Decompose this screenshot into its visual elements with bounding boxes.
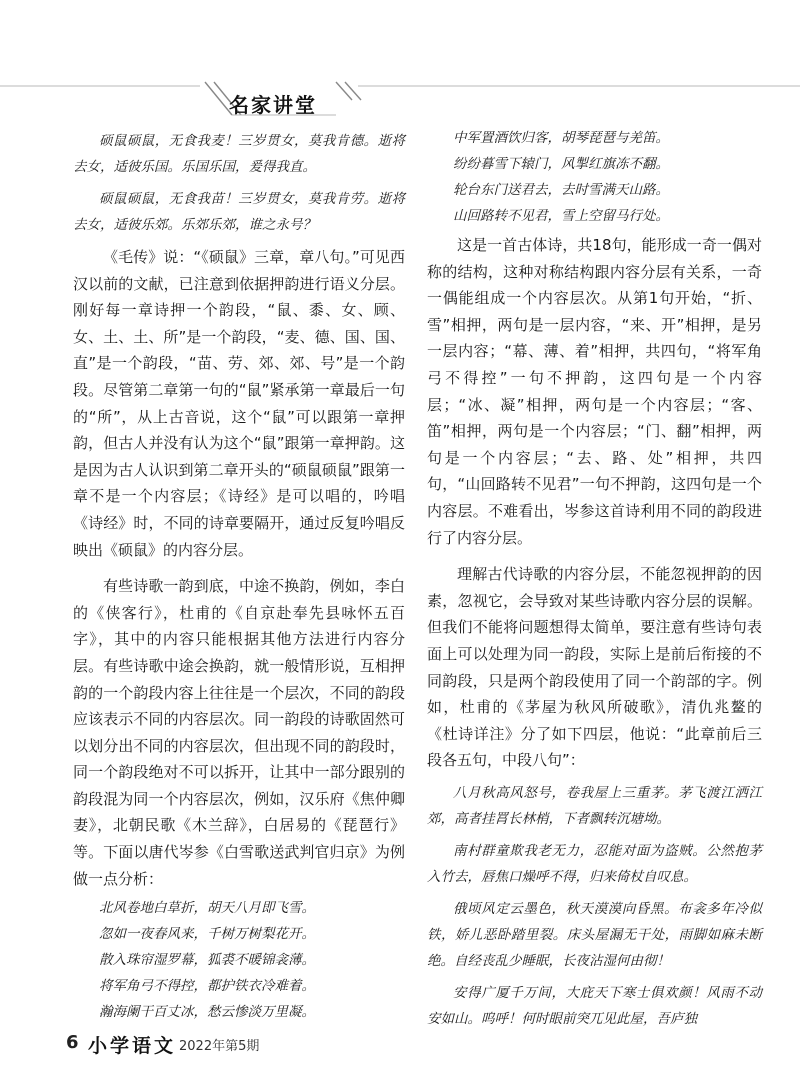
poem-line: 散入珠帘湿罗幕，狐裘不暖锦衾薄。 bbox=[99, 952, 315, 969]
section-title-frame bbox=[0, 0, 800, 130]
poem-stanza: 俄顷风定云墨色，秋天漠漠向昏黑。布衾多年冷似铁，娇儿恶卧踏里裂。床头屋漏无干处，雨脚如麻未断绝。自经丧乱少睡眠，长夜沾湿何由彻！ bbox=[427, 900, 762, 969]
magazine-name: 小学语文 bbox=[88, 1035, 177, 1057]
poem-line: 轮台东门送君去，去时雪满天山路。 bbox=[453, 182, 669, 198]
section-title: 名家讲堂 bbox=[229, 93, 317, 117]
poem-line: 忽如一夜春风来，千树万树梨花开。 bbox=[99, 926, 315, 943]
body-paragraph: 理解古代诗歌的内容分层，不能忽视押韵的因素，忽视它，会导致对某些诗歌内容分层的误解。但我们不能将问题想得太简单，要注意有些诗句表面上可以处理为同一韵段，实际上是前后衔接的不同韵段，只是两个韵段使用了同一个韵部的字。例如，杜甫的《茅屋为秋风所破歌》，清仇兆鳌的《杜诗详注》分了如下四层，他说：“此章前后三段各五句，中段八句”： bbox=[427, 565, 762, 770]
body-paragraph: 这是一首古体诗，共18句，能形成一奇一偶对称的结构，这种对称结构跟内容分层有关系，一奇一偶能组成一个内容层次。从第1句开始，“折、雪”相押，两句是一层内容，“来、开”相押，是另一层内容；“幕、薄、着”相押，共四句，“将军角弓不得控”一句不押韵，这四句是一个内容层；“冰、凝”相押，两句是一个内容层；“客、笛”相押，两句是一个内容层；“门、翻”相押，两句是一个内容层；“去、路、处”相押，共四句，“山回路转不见君”一句不押韵，这四句是一个内容层。不难看出，岑参这首诗利用不同的韵段进行了内容分层。 bbox=[427, 236, 762, 547]
poem-stanza: 八月秋高风怒号，卷我屋上三重茅。茅飞渡江洒江郊，高者挂罥长林梢，下者飘转沉塘坳。 bbox=[427, 784, 762, 827]
poem-line: 瀚海阑干百丈冰，愁云惨淡万里凝。 bbox=[99, 1004, 315, 1021]
issue-label: 2022年第5期 bbox=[179, 1039, 260, 1054]
body-paragraph: 有些诗歌一韵到底，中途不换韵，例如，李白的《侠客行》，杜甫的《自京赴奉先县咏怀五百字》，其中的内容只能根据其他方法进行内容分层。有些诗歌中途会换韵，就一般情形说，互相押韵的一个韵段内容上往往是一个层次，不同的韵段应该表示不同的内容层次。同一韵段的诗歌固然可以划分出不同的内容层次，但出现不同的韵段时，同一个韵段绝对不可以拆开，让其中一部分跟别的韵段混为同一个内容层次，例如，汉乐府《焦仲卿妻》，北朝民歌《木兰辞》，白居易的《琵琶行》等。下面以唐代岑参《白雪歌送武判官归京》为例做一点分析： bbox=[73, 577, 405, 888]
poem-line: 山回路转不见君，雪上空留马行处。 bbox=[453, 208, 669, 224]
page-header bbox=[0, 0, 800, 130]
right-column bbox=[427, 128, 762, 1038]
left-column bbox=[73, 128, 405, 1028]
poem-line: 中军置酒饮归客，胡琴琵琶与羌笛。 bbox=[453, 130, 669, 146]
poem-stanza: 硕鼠硕鼠，无食我苗！三岁贯女，莫我肯劳。逝将去女，适彼乐郊。乐郊乐郊，谁之永号？ bbox=[73, 191, 405, 233]
poem-line: 北风卷地白草折，胡天八月即飞雪。 bbox=[99, 900, 315, 917]
page-number: 6 bbox=[66, 1032, 79, 1053]
poem-line: 将军角弓不得控，都护铁衣冷难着。 bbox=[99, 978, 315, 995]
poem-stanza: 南村群童欺我老无力，忍能对面为盗贼。公然抱茅入竹去，唇焦口燥呼不得，归来倚杖自叹息。 bbox=[427, 842, 762, 885]
poem-stanza: 安得广厦千万间，大庇天下寒士俱欢颜！风雨不动安如山。呜呼！何时眼前突兀见此屋，吾庐独 bbox=[427, 984, 762, 1027]
body-paragraph: 《毛传》说：“《硕鼠》三章，章八句。”可见西汉以前的文献，已注意到依据押韵进行语义分层。刚好每一章诗押一个韵段，“鼠、黍、女、顾、女、土、土、所”是一个韵段，“麦、德、国、国、直”是一个韵段，“苗、劳、郊、郊、号”是一个韵段。尽管第二章第一句的“鼠”紧承第一章最后一句的“所”，从上古音说，这个“鼠”可以跟第一章押韵，但古人并没有认为这个“鼠”跟第一章押韵。这是因为古人认识到第二章开头的“硕鼠硕鼠”跟第一章不是一个内容层；《诗经》是可以唱的，吟唱《诗经》时，不同的诗章要隔开，通过反复吟唱反映出《硕鼠》的内容分层。 bbox=[73, 248, 405, 559]
poem-stanza: 硕鼠硕鼠，无食我麦！三岁贯女，莫我肯德。逝将去女，适彼乐国。乐国乐国，爰得我直。 bbox=[73, 133, 405, 175]
poem-line: 纷纷暮雪下辕门，风掣红旗冻不翻。 bbox=[453, 156, 669, 172]
